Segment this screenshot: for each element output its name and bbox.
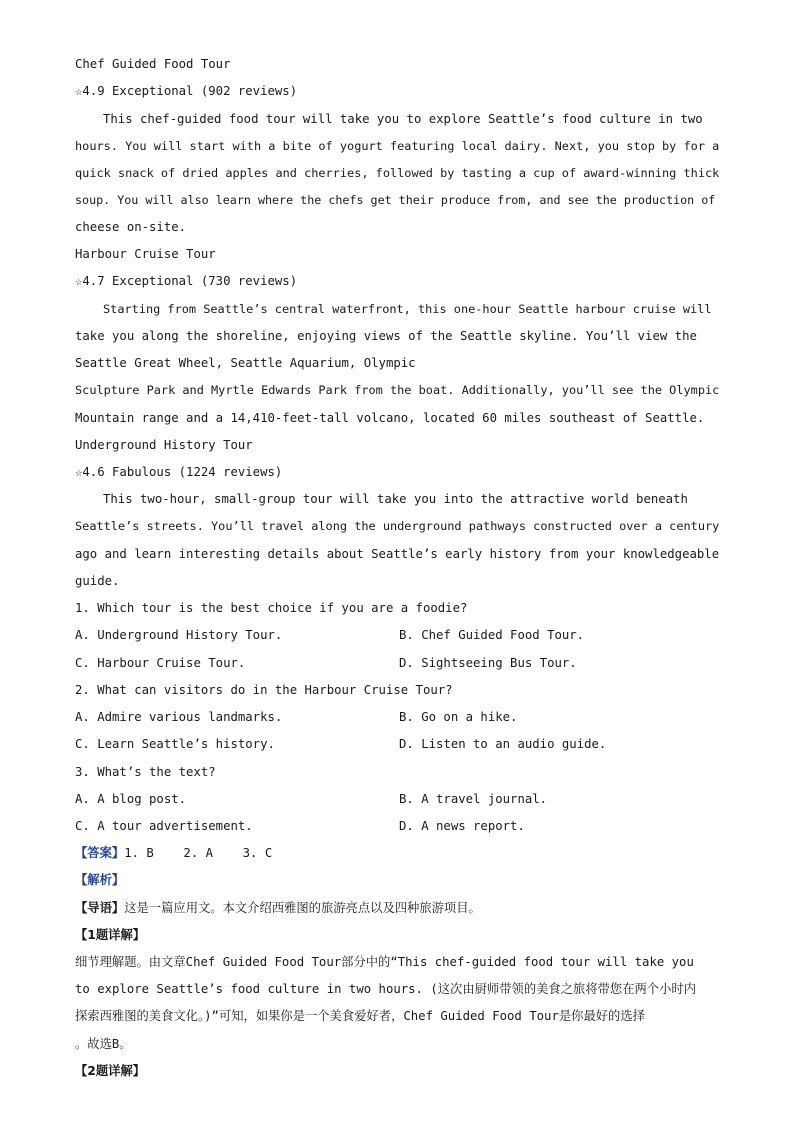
option: A. Underground History Tour. [75,628,283,642]
tour-desc-line: soup. You will also learn where the chefs get their produce from, and see the production of [75,193,716,207]
tour-rating: ☆4.6 Fabulous (1224 reviews) [75,465,283,479]
option: A. A blog post. [75,792,187,806]
tour-desc-line: hours. You will start with a bite of yogurt featuring local dairy. Next, you stop by for a [75,139,720,153]
question-stem: 1. Which tour is the best choice if you are a foodie? [75,601,468,615]
option: B. Go on a hike. [399,710,518,724]
answer-text: 1. B 2. A 3. C [124,846,273,860]
option: D. Sightseeing Bus Tour. [399,656,577,670]
tour-desc-line: Seattle Great Wheel, Seattle Aquarium, Olympic [75,356,416,370]
guide-label: 【导语】 [75,901,125,915]
tour-desc-line: Mountain range and a 14,410-feet-tall volcano, located 60 miles southeast of Seattle. [75,411,705,425]
option: C. Learn Seattle’s history. [75,737,275,751]
option: B. Chef Guided Food Tour. [399,628,585,642]
question-options-row [75,735,720,753]
tour-rating: ☆4.7 Exceptional (730 reviews) [75,274,298,288]
question-options-row [75,708,720,726]
option: D. Listen to an audio guide. [399,737,607,751]
tour-desc-line: cheese on-site. [75,220,187,234]
tour-desc-line: This chef-guided food tour will take you to explore Seattle’s food culture in two [103,112,703,126]
detail-line: 。故选B。 [75,1037,132,1051]
analysis-heading [75,871,720,889]
question-options-row [75,626,720,644]
question-options-row [75,817,720,835]
tour-desc-line: Starting from Seattle’s central waterfront, this one-hour Seattle harbour cruise will [103,302,712,316]
detail-line: 细节理解题。由文章Chef Guided Food Tour部分中的“This chef-guided food tour will take you [75,955,694,969]
detail-line: to explore Seattle’s food culture in two hours. (这次由厨师带领的美食之旅将带您在两个小时内 [75,982,696,996]
detail-heading [75,926,720,944]
question-options-row [75,790,720,808]
option: A. Admire various landmarks. [75,710,283,724]
tour-title: Harbour Cruise Tour [75,247,216,261]
option: D. A news report. [399,819,525,833]
detail2-label: 【2题详解】 [75,1064,146,1078]
tour-desc-line: guide. [75,574,120,588]
tour-title: Chef Guided Food Tour [75,57,231,71]
guide-line [75,899,720,917]
answer-label: 【答案】 [75,846,125,860]
question-stem: 2. What can visitors do in the Harbour Cruise Tour? [75,683,453,697]
question-stem: 3. What’s the text? [75,765,216,779]
tour-desc-line: quick snack of dried apples and cherries, followed by tasting a cup of award-winning thick [75,166,720,180]
tour-rating: ☆4.9 Exceptional (902 reviews) [75,84,298,98]
detail-line: 探索西雅图的美食文化。)”可知，如果你是一个美食爱好者，Chef Guided Food Tour是你最好的选择 [75,1009,645,1023]
analysis-label: 【解析】 [75,873,125,887]
option: C. Harbour Cruise Tour. [75,656,246,670]
answer-line [75,844,720,862]
question-options-row [75,654,720,672]
option: C. A tour advertisement. [75,819,253,833]
option: B. A travel journal. [399,792,548,806]
tour-desc-line: take you along the shoreline, enjoying views of the Seattle skyline. You’ll view the [75,329,697,343]
tour-title: Underground History Tour [75,438,253,452]
tour-desc-line: Sculpture Park and Myrtle Edwards Park from the boat. Additionally, you’ll see the Olympic [75,383,720,397]
tour-desc-line: ago and learn interesting details about Seattle’s early history from your knowledgeable [75,547,720,561]
guide-text: 这是一篇应用文。本文介绍西雅图的旅游亮点以及四种旅游项目。 [124,901,481,915]
detail1-label: 【1题详解】 [75,928,146,942]
detail-heading [75,1062,720,1080]
tour-desc-line: This two-hour, small-group tour will take you into the attractive world beneath [103,492,688,506]
tour-desc-line: Seattle’s streets. You’ll travel along the underground pathways constructed over a century [75,519,720,533]
